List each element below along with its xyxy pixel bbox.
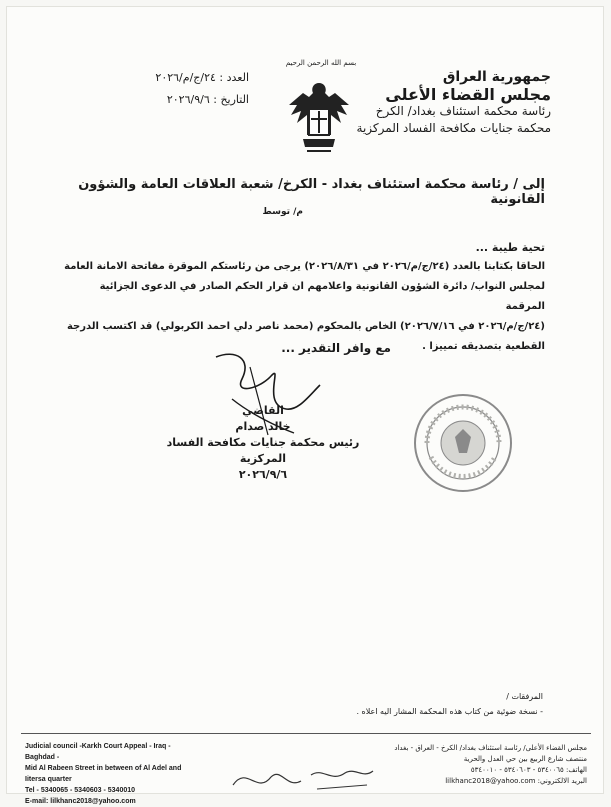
header-reference	[129, 67, 249, 111]
addressee-line: إلى / رئاسة محكمة استئناف بغداد - الكرخ/ شعبة العلاقات العامة والشؤون القانونية	[78, 177, 545, 207]
footer-line: منتصف شارع الربيع بين حي العدل والحرية	[463, 755, 587, 763]
court-seal-stamp	[411, 391, 515, 495]
document-page	[6, 6, 604, 805]
signer-position: رئيس محكمة جنايات مكافحة الفساد المركزية	[166, 436, 360, 465]
greeting: تحية طيبة ...	[475, 241, 545, 254]
number-value: ٢٤/ج/م/٢٠٢٦	[155, 71, 216, 84]
header-institution	[311, 69, 551, 137]
body-line: القطعية بتصديقه تمييزا .	[422, 341, 545, 352]
attachments-label: المرفقات /	[506, 692, 543, 701]
footer-line: E-mail: lilkhanc2018@yahoo.com	[25, 798, 136, 805]
attachment-item: - نسخة ضوئية من كتاب هذه المحكمة المشار اليه اعلاه .	[356, 707, 543, 716]
body-line: الحاقا بكتابنا بالعدد (٢٤/ج/م/٢٠٢٦ في ٢٠٢٦/٨/٣١) يرجى من رئاستكم الموقرة مفاتحة الامانة العامة	[64, 261, 545, 272]
attachments	[356, 689, 543, 719]
footer-line: الهاتف: ٥٣٤٠٠٦٥ - ٥٣٤٠٦٠٣ - ٥٣٤٠٠١٠	[470, 766, 587, 774]
footer-line: Tel - 5340065 - 5340603 - 5340010	[25, 787, 136, 794]
footer-line: Judicial council -Karkh Court Appeal - Iraq -	[25, 743, 171, 750]
subject-line: م/ توسط	[262, 207, 303, 217]
footer-divider	[21, 733, 591, 734]
body-line: لمجلس النواب/ دائرة الشؤون القانونية واعلامهم ان قرار الحكم الصادر في الدعوى الجزائية المرقمة	[99, 281, 545, 312]
footer-line: البريد الالكتروني: lilkhanc2018@yahoo.com	[445, 777, 587, 785]
signature-block	[143, 403, 383, 483]
presidency-name: رئاسة محكمة استئناف بغداد/ الكرخ	[375, 104, 551, 118]
footer-line: Iitersa quarter	[25, 776, 72, 783]
signer-title: القاضي	[242, 404, 284, 417]
basmala: بسم الله الرحمن الرحيم	[285, 59, 357, 67]
council-name: مجلس القضاء الأعلى	[385, 85, 551, 104]
signer-name: خالد صدام	[235, 420, 291, 433]
closing-regards: مع وافر التقدير ...	[281, 341, 391, 355]
reference-number: العدد : ٢٤/ج/م/٢٠٢٦	[155, 71, 249, 84]
court-name: محكمة جنايات مكافحة الفساد المركزية	[356, 121, 551, 135]
signature-date: ٢٠٢٦/٩/٦	[238, 468, 288, 481]
footer-line: مجلس القضاء الأعلى/ رئاسة استئناف بغداد/ الكرخ - العراق - بغداد	[394, 744, 587, 752]
footer-line: Mid Al Rabeen Street in between of Al Adel and	[25, 765, 182, 772]
body-line: (٢٤/ج/م/٢٠٢٦ في ٢٠٢٦/٧/١٦) الخاص بالمحكوم (محمد ناصر دلي احمد الكربولي) قد اكتسب الدرجة	[66, 321, 545, 332]
footer-line: Baghdad -	[25, 754, 60, 761]
date-label: التاريخ	[220, 93, 249, 106]
reference-date: التاريخ : ٢٠٢٦/٩/٦	[166, 93, 249, 106]
footer-arabic-address	[347, 743, 587, 787]
number-label: العدد	[226, 71, 249, 84]
date-value: ٢٠٢٦/٩/٦	[166, 93, 210, 106]
country-name: جمهورية العراق	[442, 69, 551, 85]
